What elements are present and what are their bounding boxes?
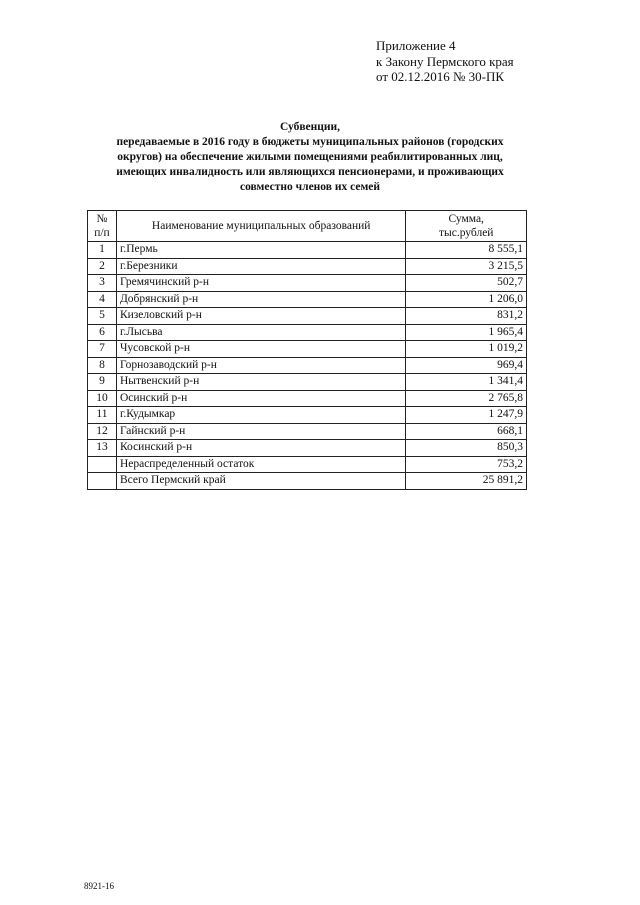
row-number: 13	[88, 440, 117, 457]
header-sum	[406, 211, 527, 242]
row-name: Добрянский р-н	[116, 291, 406, 308]
row-name: Осинский р-н	[116, 390, 406, 407]
row-sum: 1 965,4	[406, 324, 527, 341]
row-number: 10	[88, 390, 117, 407]
row-name: г.Кудымкар	[116, 407, 406, 424]
row-number: 3	[88, 275, 117, 292]
row-name: Кизеловский р-н	[116, 308, 406, 325]
document-title	[100, 120, 520, 195]
table-row	[88, 258, 527, 275]
row-number: 1	[88, 242, 117, 259]
table-row	[88, 357, 527, 374]
row-sum: 1 206,0	[406, 291, 527, 308]
table-row	[88, 242, 527, 259]
row-number	[88, 473, 117, 490]
row-name: Гайнский р-н	[116, 423, 406, 440]
title-line: передаваемые в 2016 году в бюджеты муниципальных районов (городских	[116, 136, 504, 148]
table-row	[88, 423, 527, 440]
row-sum: 831,2	[406, 308, 527, 325]
row-sum: 1 019,2	[406, 341, 527, 358]
header-number	[88, 211, 117, 242]
row-number: 8	[88, 357, 117, 374]
table-row	[88, 324, 527, 341]
header-sum-line: тыс.рублей	[438, 227, 494, 239]
header-number-line: п/п	[94, 227, 110, 239]
row-sum: 1 247,9	[406, 407, 527, 424]
row-number: 2	[88, 258, 117, 275]
header-name: Наименование муниципальных образований	[116, 211, 406, 242]
appendix-reference	[376, 38, 514, 85]
row-number: 5	[88, 308, 117, 325]
row-sum: 668,1	[406, 423, 527, 440]
appendix-line: к Закону Пермского края	[376, 53, 514, 69]
row-sum: 3 215,5	[406, 258, 527, 275]
row-name: Всего Пермский край	[116, 473, 406, 490]
appendix-line: от 02.12.2016 № 30-ПК	[376, 69, 505, 84]
title-line: совместно членов их семей	[239, 181, 381, 193]
table-row	[88, 407, 527, 424]
row-number: 9	[88, 374, 117, 391]
row-name: Нытвенский р-н	[116, 374, 406, 391]
table-header-row	[88, 211, 527, 242]
row-name: г.Березники	[116, 258, 406, 275]
table-row	[88, 440, 527, 457]
document-code: 8921-16	[84, 881, 114, 891]
row-number: 4	[88, 291, 117, 308]
table-row	[88, 291, 527, 308]
table-row	[88, 308, 527, 325]
row-name: Чусовской р-н	[116, 341, 406, 358]
row-sum: 753,2	[406, 456, 527, 473]
subsidies-table	[87, 210, 527, 490]
table-row	[88, 341, 527, 358]
title-line: имеющих инвалидность или являющихся пенсионерами, и проживающих	[116, 166, 504, 178]
row-sum: 850,3	[406, 440, 527, 457]
row-sum: 1 341,4	[406, 374, 527, 391]
row-name: Косинский р-н	[116, 440, 406, 457]
header-sum-line: Сумма,	[448, 213, 484, 225]
row-name: Нераспределенный остаток	[116, 456, 406, 473]
row-number: 6	[88, 324, 117, 341]
row-sum: 969,4	[406, 357, 527, 374]
row-name: Горнозаводский р-н	[116, 357, 406, 374]
row-sum: 2 765,8	[406, 390, 527, 407]
row-sum: 25 891,2	[406, 473, 527, 490]
row-number: 7	[88, 341, 117, 358]
header-number-line: №	[96, 213, 108, 225]
table-row-total	[88, 473, 527, 490]
appendix-line: Приложение 4	[376, 38, 456, 53]
table-row	[88, 390, 527, 407]
row-number: 12	[88, 423, 117, 440]
table-row	[88, 275, 527, 292]
row-name: г.Пермь	[116, 242, 406, 259]
row-sum: 502,7	[406, 275, 527, 292]
row-name: Гремячинский р-н	[116, 275, 406, 292]
row-number: 11	[88, 407, 117, 424]
row-name: г.Лысьва	[116, 324, 406, 341]
table-row	[88, 374, 527, 391]
table-row-unallocated	[88, 456, 527, 473]
title-line: округов) на обеспечение жилыми помещениями реабилитированных лиц,	[117, 151, 503, 163]
row-number	[88, 456, 117, 473]
row-sum: 8 555,1	[406, 242, 527, 259]
title-line: Субвенции,	[279, 121, 341, 133]
